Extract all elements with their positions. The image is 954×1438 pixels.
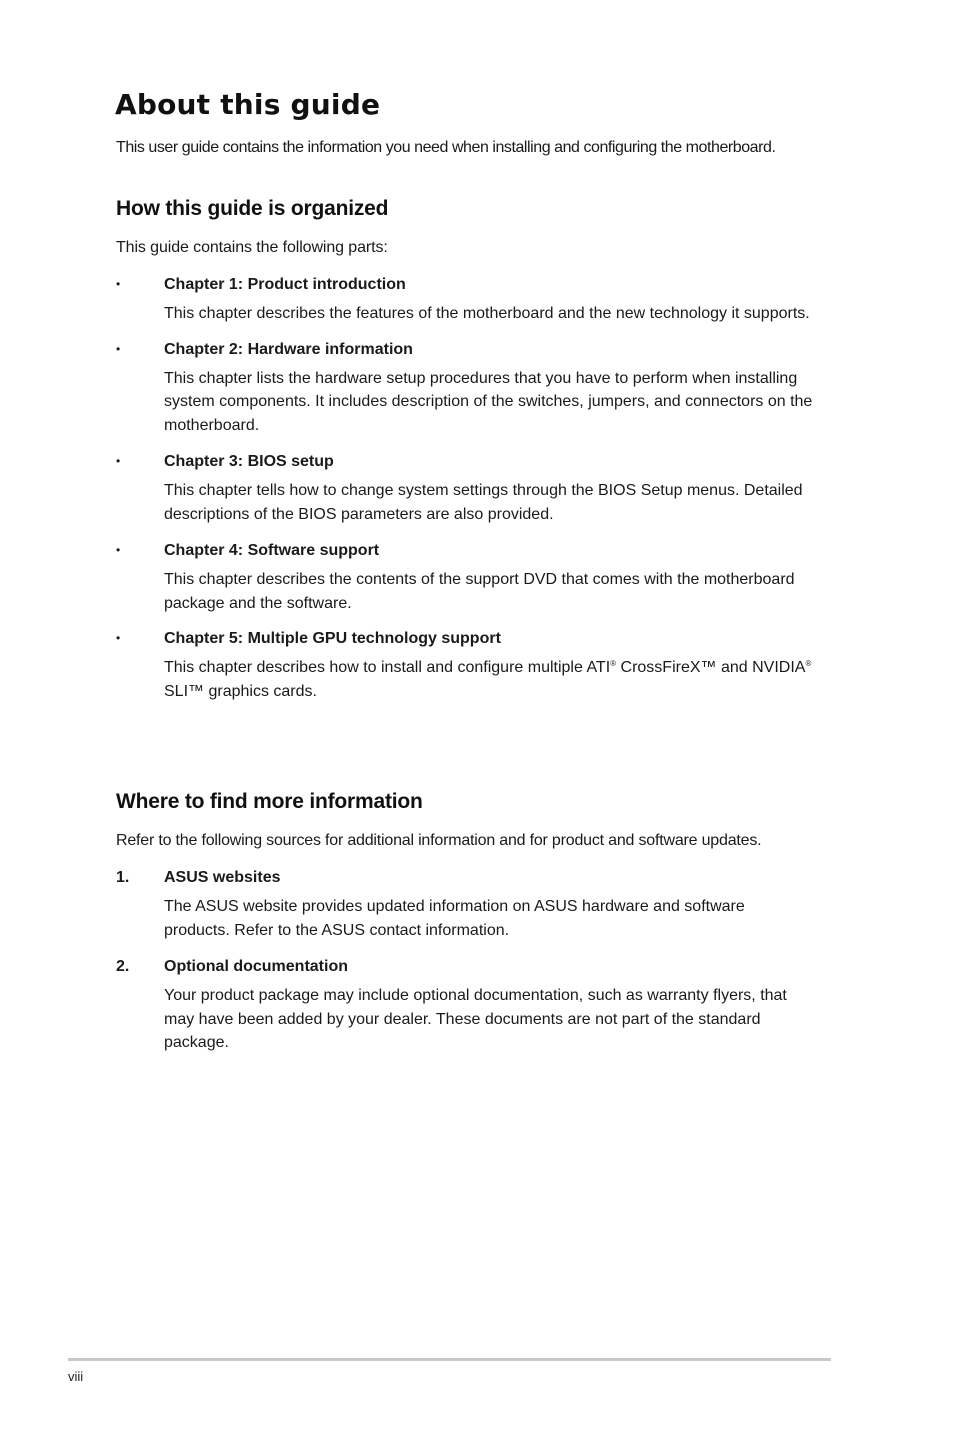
chapter-description-part: This chapter describes how to install and configure multiple ATI — [164, 659, 611, 676]
chapter-title: Chapter 5: Multiple GPU technology support — [164, 630, 501, 647]
registered-mark: ® — [805, 659, 812, 668]
chapter-title: Chapter 2: Hardware information — [164, 340, 413, 358]
chapter-description: This chapter tells how to change system settings through the BIOS Setup menus. Detailed descriptions of the BIOS parameters are also provided. — [164, 482, 803, 523]
chapter-item-4 — [116, 539, 836, 615]
intro-paragraph: This user guide contains the information you need when installing and configuring the motherboard. — [116, 139, 776, 156]
section-lead-organized: This guide contains the following parts: — [116, 239, 388, 256]
chapter-item-2 — [116, 338, 836, 438]
info-item-description: Your product package may include optional documentation, such as warranty flyers, that may have been added by your dealer. These documents are not part of the standard package. — [164, 987, 787, 1051]
bullet-marker: • — [116, 543, 121, 557]
section-lead-more-info: Refer to the following sources for additional information and for product and software updates. — [116, 832, 762, 849]
info-item-title: Optional documentation — [164, 958, 348, 975]
page-title: About this guide — [115, 88, 381, 121]
info-item-1 — [116, 866, 836, 942]
section-guide-organization — [116, 197, 836, 703]
chapter-item-3 — [116, 450, 836, 526]
chapter-item-5 — [116, 627, 836, 703]
bullet-marker: • — [116, 341, 121, 356]
chapter-description: This chapter describes the contents of the support DVD that comes with the motherboard package and the software. — [164, 571, 795, 612]
chapter-title: Chapter 3: BIOS setup — [164, 453, 334, 470]
bullet-marker: • — [116, 454, 121, 468]
chapter-description: This chapter lists the hardware setup procedures that you have to perform when installing system components. It includes description of the switches, jumpers, and connectors on the motherboard. — [164, 369, 813, 434]
bullet-marker: • — [116, 631, 121, 645]
chapter-description — [164, 656, 814, 703]
section-heading-more-info: Where to find more information — [116, 790, 423, 813]
section-more-information — [116, 790, 836, 1055]
chapter-description-part: SLI™ graphics cards. — [164, 682, 317, 700]
info-item-title: ASUS websites — [164, 869, 281, 886]
item-number: 1. — [116, 869, 130, 886]
chapter-title: Chapter 1: Product introduction — [164, 276, 406, 293]
chapter-description-part: CrossFireX™ and NVIDIA — [616, 659, 806, 676]
chapter-item-1 — [116, 273, 836, 326]
item-number: 2. — [116, 958, 130, 975]
chapter-title: Chapter 4: Software support — [164, 542, 380, 559]
chapter-description: This chapter describes the features of the motherboard and the new technology it supports. — [164, 305, 810, 322]
registered-mark: ® — [610, 659, 617, 668]
section-heading-organized: How this guide is organized — [116, 197, 389, 220]
info-item-description: The ASUS website provides updated information on ASUS hardware and software products. Refer to the ASUS contact information. — [164, 898, 745, 939]
footer-divider — [68, 1358, 831, 1361]
page-number: viii — [68, 1369, 84, 1384]
bullet-marker: • — [116, 277, 121, 291]
info-item-2 — [116, 955, 836, 1055]
